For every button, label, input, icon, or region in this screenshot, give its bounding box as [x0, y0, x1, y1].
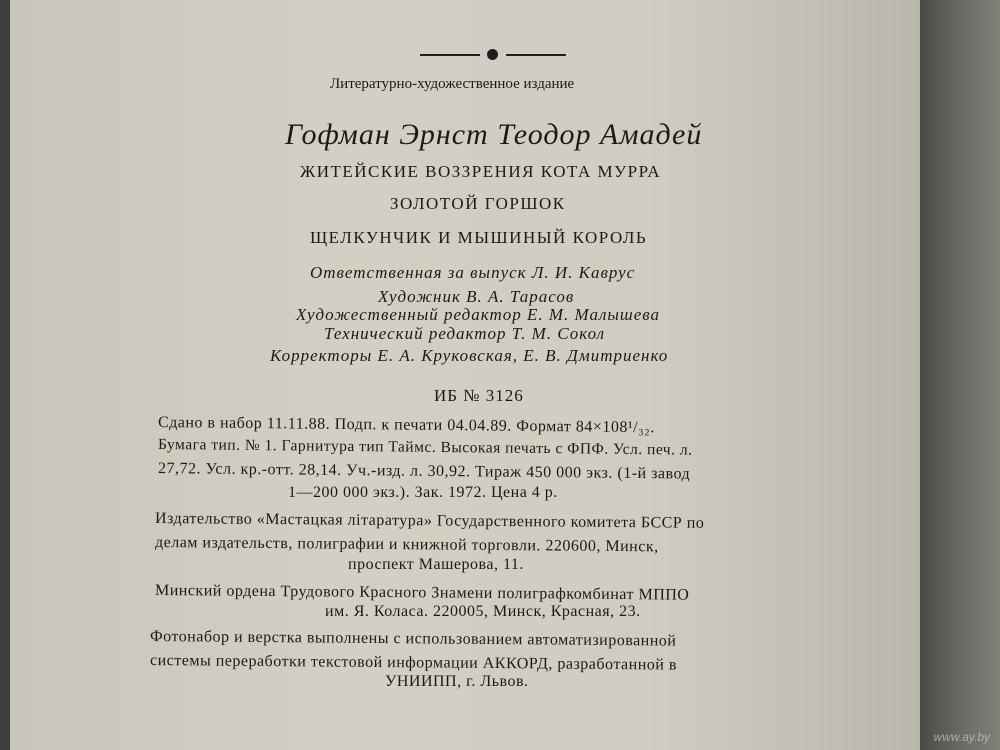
edition-genre: Литературно-художественное издание: [330, 76, 575, 92]
imprint-line-11: системы переработки текстовой информации АККОРД, разработанной в: [149, 652, 677, 674]
book-page: [10, 0, 922, 750]
credit-line-5: Корректоры Е. А. Круковская, Е. В. Дмитриенко: [270, 346, 669, 365]
imprint-line-5: Издательство «Мастацкая літаратура» Государственного комитета БССР по: [154, 510, 705, 532]
work-title-2: ЗОЛОТОЙ ГОРШОК: [390, 194, 566, 213]
ornament-divider: [420, 48, 566, 62]
imprint-line-6: делам издательств, полиграфии и книжной торговли. 220600, Минск,: [154, 534, 659, 556]
work-title-1: ЖИТЕЙСКИЕ ВОЗЗРЕНИЯ КОТА МУРРА: [300, 162, 662, 181]
imprint-line-4: 1—200 000 экз.). Зак. 1972. Цена 4 р.: [288, 484, 558, 501]
work-title-3: ЩЕЛКУНЧИК И МЫШИНЫЙ КОРОЛЬ: [310, 228, 648, 247]
credit-line-2: Художник В. А. Тарасов: [378, 287, 575, 306]
author-name: Гофман Эрнст Теодор Амадей: [285, 118, 703, 151]
imprint-line-2: Бумага тип. № 1. Гарнитура тип Таймс. Высокая печать с ФПФ. Усл. печ. л.: [157, 436, 693, 459]
credit-line-4: Технический редактор Т. М. Сокол: [324, 324, 606, 343]
ornament-dot: [487, 49, 498, 60]
imprint-line-10: Фотонабор и верстка выполнены с использованием автоматизированной: [149, 628, 677, 650]
background-shadow: [920, 0, 1000, 750]
watermark: www.ay.by: [933, 730, 990, 744]
imprint-line-8: Минский ордена Трудового Красного Знамени полиграфкомбинат МППО: [154, 582, 690, 604]
ornament-line-right: [506, 54, 566, 56]
credit-line-3: Художественный редактор Е. М. Малышева: [296, 305, 661, 324]
imprint-line-1: Сдано в набор 11.11.88. Подп. к печати 04.04.89. Формат 84×108¹/₃₂.: [157, 414, 655, 437]
imprint-line-7: проспект Машерова, 11.: [348, 556, 524, 573]
imprint-line-3: 27,72. Усл. кр.-отт. 28,14. Уч.-изд. л. 30,92. Тираж 450 000 экз. (1-й завод: [157, 460, 691, 483]
ib-number: ИБ № 3126: [434, 386, 524, 405]
ornament-line-left: [420, 54, 480, 56]
imprint-line-9: им. Я. Коласа. 220005, Минск, Красная, 23.: [325, 603, 641, 620]
credit-line-1: Ответственная за выпуск Л. И. Каврус: [310, 263, 636, 282]
imprint-line-12: УНИИПП, г. Львов.: [385, 673, 529, 690]
